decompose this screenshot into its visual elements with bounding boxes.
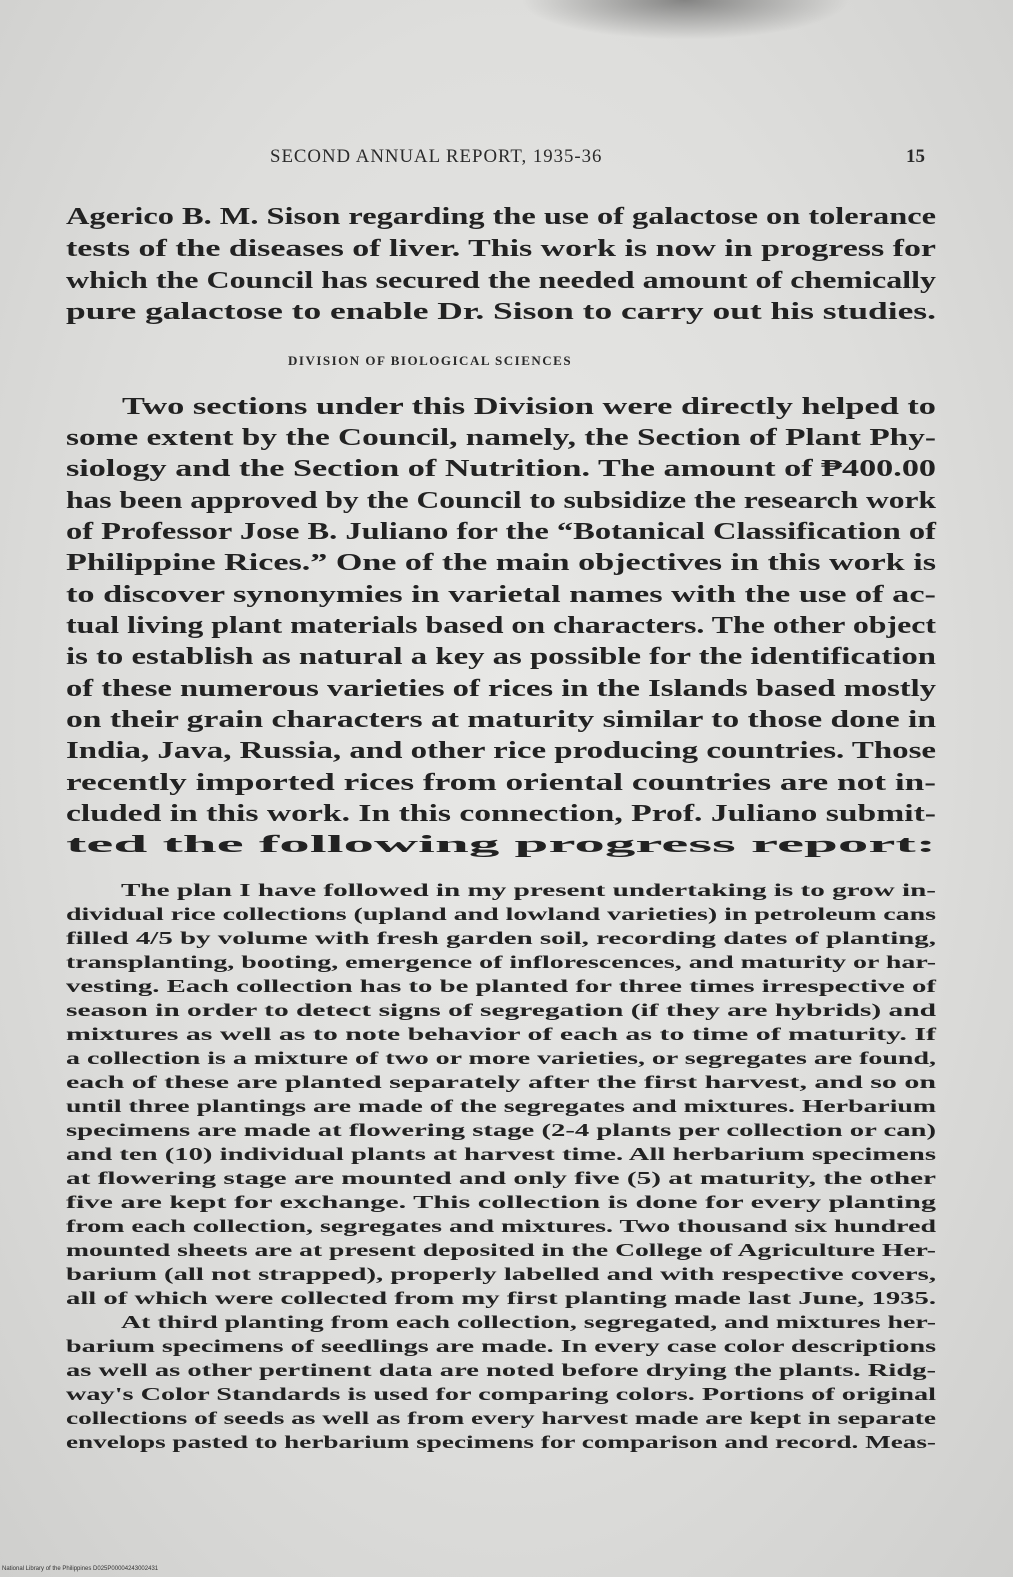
text-line: has been approved by the Council to subsidize the research work bbox=[66, 487, 937, 514]
text-line: season in order to detect signs of segregation (if they are hybrids) and bbox=[66, 1000, 937, 1020]
text-line: which the Council has secured the needed amount of chemically bbox=[66, 267, 937, 294]
text-line: cluded in this work. In this connection, Prof. Juliano submit- bbox=[66, 800, 937, 827]
library-credit: National Library of the Philippines D025P00004243002431 bbox=[2, 1566, 159, 1572]
text-line: filled 4/5 by volume with fresh garden soil, recording dates of planting, bbox=[66, 928, 936, 948]
text-line: each of these are planted separately after the first harvest, and so on bbox=[66, 1072, 936, 1092]
text-line: tual living plant materials based on characters. The other object bbox=[66, 612, 937, 639]
text-line: at flowering stage are mounted and only five (5) at maturity, the other bbox=[66, 1168, 937, 1188]
text-line: way's Color Standards is used for comparing colors. Portions of original bbox=[66, 1384, 936, 1404]
text-line: transplanting, booting, emergence of inflorescences, and maturity or har- bbox=[66, 952, 937, 972]
text-line: of Professor Jose B. Juliano for the “Botanical Classification of bbox=[66, 518, 936, 545]
text-line: vesting. Each collection has to be planted for three times irrespective of bbox=[66, 976, 936, 996]
text-line: collections of seeds as well as from every harvest made are kept in separate bbox=[66, 1408, 936, 1428]
text-line: pure galactose to enable Dr. Sison to carry out his studies. bbox=[66, 298, 936, 325]
text-line: mounted sheets are at present deposited in the College of Agriculture Her- bbox=[66, 1240, 936, 1260]
text-line: siology and the Section of Nutrition. The amount of ₱400.00 bbox=[66, 455, 937, 482]
text-line: dividual rice collections (upland and lowland varieties) in petroleum cans bbox=[66, 904, 937, 924]
text-line: barium specimens of seedlings are made. In every case color descriptions bbox=[66, 1336, 937, 1356]
text-line: ted the following progress report: bbox=[66, 831, 937, 858]
text-line: to discover synonymies in varietal names with the use of ac- bbox=[66, 581, 936, 608]
text-line: five are kept for exchange. This collection is done for every planting bbox=[66, 1192, 937, 1212]
text-line: of these numerous varieties of rices in the Islands based mostly bbox=[66, 675, 937, 702]
text-line: some extent by the Council, namely, the Section of Plant Phy- bbox=[66, 424, 936, 451]
text-line: recently imported rices from oriental countries are not in- bbox=[66, 769, 937, 796]
text-line: until three plantings are made of the segregates and mixtures. Herbarium bbox=[66, 1096, 937, 1116]
text-line: tests of the diseases of liver. This work is now in progress for bbox=[66, 235, 936, 262]
scan-shadow bbox=[520, 0, 850, 40]
text-line: Agerico B. M. Sison regarding the use of galactose on tolerance bbox=[66, 203, 936, 230]
text-line: envelops pasted to herbarium specimens for comparison and record. Meas- bbox=[66, 1432, 936, 1452]
text-line: India, Java, Russia, and other rice producing countries. Those bbox=[66, 737, 936, 764]
text-line: a collection is a mixture of two or more varieties, or segregates are found, bbox=[66, 1048, 937, 1068]
text-line: barium (all not strapped), properly labelled and with respective covers, bbox=[66, 1264, 937, 1284]
text-line: specimens are made at flowering stage (2-4 plants per collection or can) bbox=[66, 1120, 937, 1140]
text-line: At third planting from each collection, segregated, and mixtures her- bbox=[121, 1312, 936, 1332]
text-line: is to establish as natural a key as possible for the identification bbox=[66, 643, 936, 670]
text-line: on their grain characters at maturity similar to those done in bbox=[66, 706, 937, 733]
running-title: SECOND ANNUAL REPORT, 1935-36 bbox=[270, 146, 603, 167]
text-line: mixtures as well as to note behavior of each as to time of maturity. If bbox=[66, 1024, 936, 1044]
page-number: 15 bbox=[906, 146, 925, 167]
text-line: Two sections under this Division were directly helped to bbox=[122, 393, 937, 420]
text-line: as well as other pertinent data are noted before drying the plants. Ridg- bbox=[66, 1360, 937, 1380]
text-line: and ten (10) individual plants at harvest time. All herbarium specimens bbox=[66, 1144, 936, 1164]
text-line: The plan I have followed in my present undertaking is to grow in- bbox=[121, 880, 936, 900]
text-line: from each collection, segregates and mixtures. Two thousand six hundred bbox=[66, 1216, 937, 1236]
text-line: Philippine Rices.” One of the main objectives in this work is bbox=[66, 549, 937, 576]
section-heading: DIVISION OF BIOLOGICAL SCIENCES bbox=[288, 353, 573, 368]
text-line: all of which were collected from my first planting made last June, 1935. bbox=[66, 1288, 937, 1308]
